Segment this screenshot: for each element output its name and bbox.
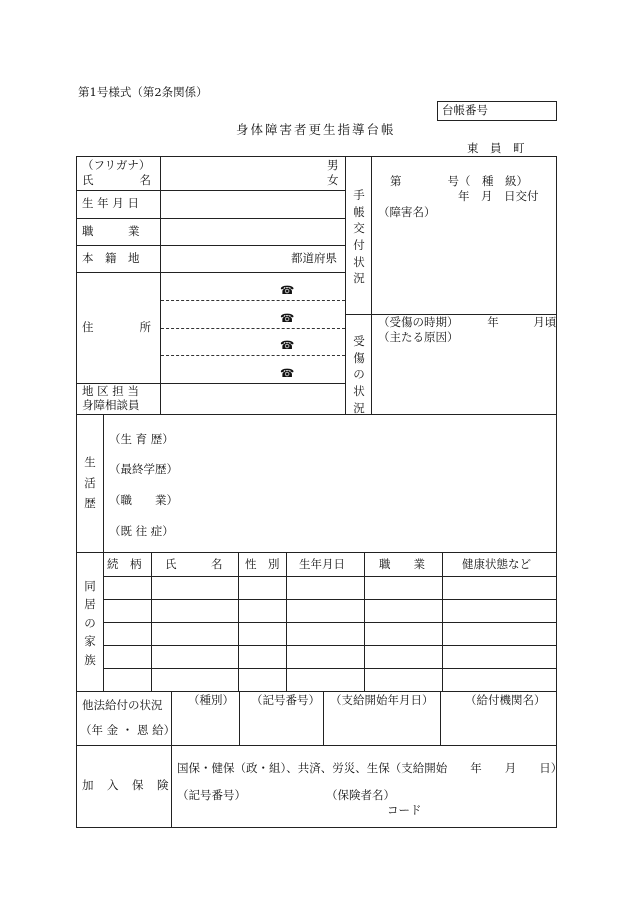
life-history-field[interactable]: [104, 415, 556, 552]
name-label: 氏 名: [82, 173, 151, 187]
page-title: 身体障害者更生指導台帳: [236, 122, 396, 137]
life-occupation-label: （職 業）: [109, 493, 178, 507]
family-label: 同居の家族: [84, 579, 96, 667]
family-rows[interactable]: [104, 577, 556, 691]
family-header-sex: 性 別: [245, 557, 280, 571]
district-counselor-field[interactable]: [161, 384, 345, 414]
domicile-field[interactable]: [161, 246, 286, 272]
insurance-types: 国保・健保（政・組）、共済、労災、生保（支給開始 年 月 日）: [177, 761, 563, 775]
pension-label-2: （年 金 ・ 恩 給）: [80, 723, 176, 737]
pension-label-1: 他法給付の状況: [82, 698, 163, 712]
pension-agency: （給付機関名）: [465, 693, 546, 707]
address-label: 住 所: [82, 320, 151, 334]
district-counselor-label-1: 地 区 担 当: [82, 384, 139, 398]
handbook-field[interactable]: [372, 157, 556, 314]
handbook-issue-date: 年 月 日交付: [458, 189, 539, 203]
birthdate-label: 生 年 月 日: [82, 196, 139, 210]
injury-time: （受傷の時期） 年 月頃: [378, 315, 557, 329]
form-number: 第1号様式（第2条関係）: [78, 85, 208, 99]
family-header-occupation: 職 業: [379, 557, 425, 571]
sex-male[interactable]: 男: [327, 158, 339, 172]
phone-icon: ☎: [280, 366, 295, 380]
disability-name-label: （障害名）: [378, 205, 436, 219]
injury-status-label: 受傷の状況: [353, 334, 365, 415]
education-label: （最終学歴）: [109, 462, 178, 476]
town-name: 東 員 町: [467, 141, 525, 155]
pension-type: （種別）: [188, 693, 234, 707]
birthdate-field[interactable]: [161, 191, 345, 218]
medical-history-label: （既 往 症）: [109, 524, 174, 538]
life-history-label: 生活歴: [84, 455, 96, 511]
district-counselor-label-2: 身障相談員: [82, 398, 140, 412]
phone-icon: ☎: [280, 283, 295, 297]
furigana-label: （フリガナ）: [82, 158, 151, 172]
domicile-label: 本 籍 地: [82, 251, 140, 265]
injury-field[interactable]: [372, 315, 556, 414]
sex-female[interactable]: 女: [327, 173, 339, 187]
pension-symbol-number: （記号番号）: [251, 693, 320, 707]
ledger-number-label: 台帳番号: [442, 103, 488, 117]
family-header-name: 氏 名: [165, 557, 223, 571]
family-header-health: 健康状態など: [462, 557, 531, 571]
insurance-label: 加 入 保 険: [82, 778, 170, 792]
injury-cause: （主たる原因）: [378, 330, 459, 344]
address-field[interactable]: [161, 273, 345, 383]
handbook-status-label: 手帳交付状況: [353, 188, 365, 286]
upbringing-label: （生 育 歴）: [109, 432, 174, 446]
family-header-birthdate: 生年月日: [299, 557, 345, 571]
pension-start-date: （支給開始年月日）: [330, 693, 434, 707]
pension-field[interactable]: [172, 692, 556, 745]
family-header-relation: 続 柄: [107, 557, 142, 571]
phone-icon: ☎: [280, 311, 295, 325]
prefecture-suffix: 都道府県: [291, 251, 337, 265]
occupation-label: 職 業: [82, 224, 140, 238]
occupation-field[interactable]: [161, 219, 345, 245]
insurance-field[interactable]: [172, 746, 556, 827]
phone-icon: ☎: [280, 338, 295, 352]
name-field[interactable]: [161, 157, 311, 190]
insurance-code: コード: [387, 803, 422, 817]
insurance-symbol-number: （記号番号）: [177, 788, 246, 802]
insurer-name: （保険者名）: [326, 788, 395, 802]
handbook-number: 第 号（ 種 級）: [390, 174, 528, 188]
